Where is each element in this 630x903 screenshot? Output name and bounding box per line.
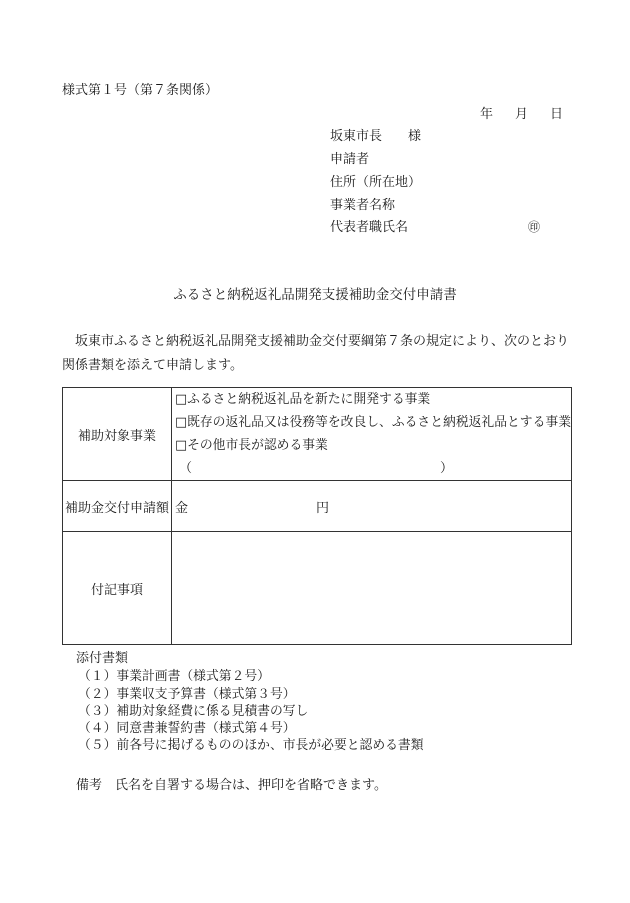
form-number: 様式第１号（第７条関係） xyxy=(62,83,219,98)
target-option-improve[interactable]: □既存の返礼品又は役務等を改良し、ふるさと納税返礼品とする事業 xyxy=(175,415,571,430)
amount-unit: 円 xyxy=(316,500,330,516)
target-options xyxy=(172,388,572,481)
date-day: 日 xyxy=(550,107,564,122)
target-option-new[interactable]: □ふるさと納税返礼品を新たに開発する事業 xyxy=(175,392,431,407)
amount-prefix: 金 xyxy=(175,500,189,516)
paren-open: （ xyxy=(179,461,193,476)
notes-field[interactable] xyxy=(172,532,572,645)
date-year: 年 xyxy=(480,107,494,122)
address-label: 住所（所在地） xyxy=(330,175,422,190)
business-name-label: 事業者名称 xyxy=(330,198,396,213)
notes-label: 付記事項 xyxy=(63,532,172,645)
amount-row xyxy=(63,481,572,532)
representative-label: 代表者職氏名 xyxy=(330,220,409,235)
other-detail-field[interactable] xyxy=(175,457,571,480)
amount-field[interactable] xyxy=(172,481,572,532)
amount-label: 補助金交付申請額 xyxy=(63,481,172,532)
date-line xyxy=(480,108,563,121)
remark-text: 備考 氏名を自署する場合は、押印を省略できます。 xyxy=(76,778,387,793)
attachment-item: （１）事業計画書（様式第２号） xyxy=(78,669,270,684)
paren-close: ） xyxy=(440,461,454,476)
date-month: 月 xyxy=(515,107,529,122)
target-row xyxy=(63,388,572,481)
attachment-item: （２）事業収支予算書（様式第３号） xyxy=(78,687,296,702)
target-option-other[interactable]: □その他市長が認める事業 xyxy=(175,438,328,453)
target-label: 補助対象事業 xyxy=(63,388,172,481)
addressee-mayor: 坂東市長 様 xyxy=(330,129,422,144)
seal-mark: ㊞ xyxy=(528,220,541,234)
attachment-item: （３）補助対象経費に係る見積書の写し xyxy=(78,704,309,719)
attachments-heading: 添付書類 xyxy=(76,651,129,666)
attachment-item: （５）前各号に掲げるもののほか、市長が必要と認める書類 xyxy=(78,738,424,753)
preamble-text: 坂東市ふるさと納税返礼品開発支援補助金交付要綱第７条の規定により、次のとおり関係書類を添えて申請します。 xyxy=(62,334,570,373)
application-table xyxy=(62,387,572,645)
notes-row xyxy=(63,532,572,645)
attachment-item: （４）同意書兼誓約書（様式第４号） xyxy=(78,721,296,736)
applicant-label: 申請者 xyxy=(330,152,370,167)
document-title: ふるさと納税返礼品開発支援補助金交付申請書 xyxy=(173,287,457,303)
